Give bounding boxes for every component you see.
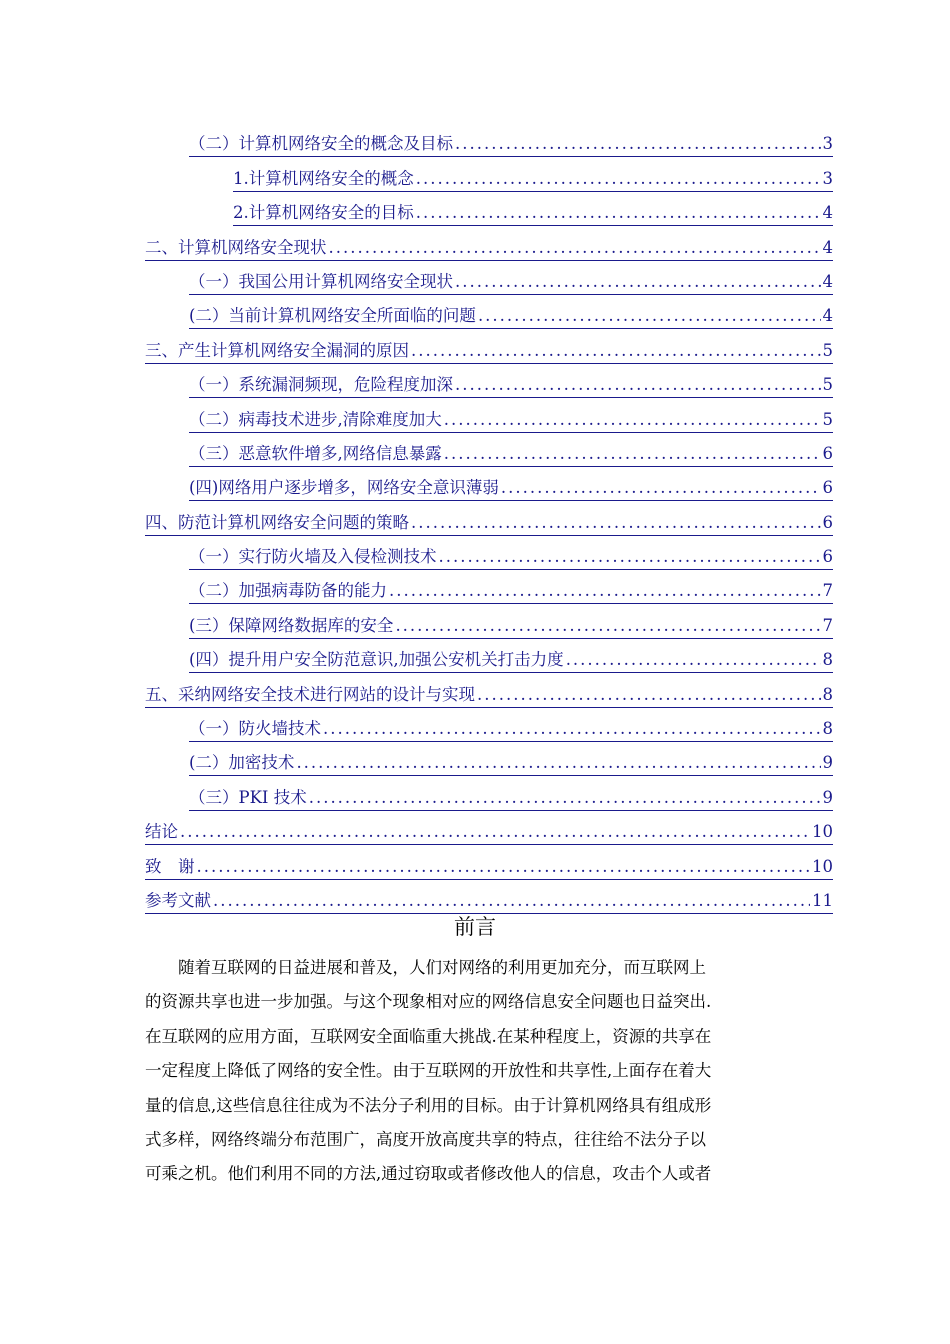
toc-page-number: 3	[822, 168, 833, 188]
toc-page-number: 6	[822, 547, 833, 567]
toc-entry-label: （一）我国公用计算机网络安全现状	[189, 271, 453, 291]
toc-entry-label: 四、防范计算机网络安全问题的策略	[145, 512, 409, 532]
toc-entry-label: 三、产生计算机网络安全漏洞的原因	[145, 340, 409, 360]
section-heading: 前言	[454, 915, 496, 939]
toc-page-number: 9	[822, 753, 833, 773]
toc-entry[interactable]	[145, 501, 833, 535]
toc-entry-label: 致 谢	[145, 856, 195, 876]
body-line: 式多样，网络终端分布范围广，高度开放高度共享的特点，往往给不法分子以	[145, 1129, 706, 1149]
toc-entry[interactable]	[189, 467, 833, 501]
toc-page-number: 4	[822, 271, 833, 291]
toc-entry-label: （三）恶意软件增多,网络信息暴露	[189, 443, 442, 463]
toc-entry[interactable]	[189, 295, 833, 329]
toc-dot-leader	[444, 444, 821, 464]
toc-entry[interactable]	[189, 398, 833, 432]
toc-page-number: 6	[822, 512, 833, 532]
toc-page-number: 4	[822, 237, 833, 257]
toc-dot-leader	[455, 134, 821, 154]
body-line: 量的信息,这些信息往往成为不法分子利用的目标。由于计算机网络具有组成形	[145, 1095, 712, 1115]
toc-dot-leader	[566, 650, 821, 670]
toc-entry-label: 参考文献	[145, 890, 211, 910]
toc-entry-label: 结论	[145, 822, 178, 842]
toc-dot-leader	[411, 513, 821, 533]
toc-entry[interactable]	[189, 570, 833, 604]
toc-dot-leader	[455, 272, 821, 292]
toc-page-number: 10	[812, 856, 833, 876]
toc-page-number: 3	[822, 134, 833, 154]
body-paragraph	[145, 951, 833, 1192]
toc-dot-leader	[501, 478, 821, 498]
toc-page-number: 5	[822, 409, 833, 429]
toc-page-number: 4	[822, 203, 833, 223]
toc-entry[interactable]	[189, 639, 833, 673]
body-line: 随着互联网的日益进展和普及，人们对网络的利用更加充分，而互联网上	[178, 958, 706, 977]
toc-entry[interactable]	[145, 226, 833, 260]
toc-page-number: 10	[812, 822, 833, 842]
toc-page-number: 7	[822, 615, 833, 635]
toc-dot-leader	[395, 616, 820, 636]
toc-entry-label: 2.计算机网络安全的目标	[233, 203, 414, 223]
toc-page-number: 8	[822, 719, 833, 739]
toc-page-number: 5	[822, 340, 833, 360]
toc-entry[interactable]	[189, 261, 833, 295]
toc-page-number: 11	[812, 890, 833, 910]
toc-dot-leader	[197, 857, 811, 877]
toc-dot-leader	[180, 822, 810, 842]
toc-entry-label: (四)网络用户逐步增多，网络安全意识薄弱	[189, 478, 499, 498]
toc-entry[interactable]	[233, 192, 833, 226]
toc-entry-label: 二、计算机网络安全现状	[145, 237, 327, 257]
toc-page-number: 7	[822, 581, 833, 601]
toc-entry-label: （二）病毒技术进步,清除难度加大	[189, 409, 442, 429]
toc-dot-leader	[416, 203, 821, 223]
body-line: 一定程度上降低了网络的安全性。由于互联网的开放性和共享性,上面存在着大	[145, 1061, 712, 1081]
toc-dot-leader	[455, 375, 821, 395]
toc-entry[interactable]	[189, 433, 833, 467]
toc-page-number: 8	[822, 650, 833, 670]
toc-entry-label: （三）PKI 技术	[189, 787, 307, 807]
toc-dot-leader	[296, 753, 820, 773]
toc-dot-leader	[329, 238, 821, 258]
toc-dot-leader	[309, 788, 821, 808]
toc-entry-label: （二）计算机网络安全的概念及目标	[189, 134, 453, 154]
toc-entry[interactable]	[233, 157, 833, 191]
toc-page-number: 6	[822, 478, 833, 498]
toc-entry-label: （二）加强病毒防备的能力	[189, 581, 387, 601]
toc-page-number: 5	[822, 375, 833, 395]
toc-entry-label: 五、采纳网络安全技术进行网站的设计与实现	[145, 684, 475, 704]
toc-dot-leader	[478, 306, 821, 326]
toc-dot-leader	[439, 547, 821, 567]
body-line: 的资源共享也进一步加强。与这个现象相对应的网络信息安全问题也日益突出.	[145, 992, 712, 1012]
toc-entry-label: （一）防火墙技术	[189, 719, 321, 739]
toc-dot-leader	[213, 891, 810, 911]
toc-dot-leader	[416, 169, 821, 189]
toc-dot-leader	[389, 581, 821, 601]
toc-dot-leader	[444, 410, 821, 430]
toc-entry[interactable]	[145, 880, 833, 914]
body-line: 可乘之机。他们利用不同的方法,通过窃取或者修改他人的信息，攻击个人或者	[145, 1164, 712, 1184]
toc-entry[interactable]	[145, 329, 833, 363]
toc-entry[interactable]	[189, 776, 833, 810]
toc-page-number: 8	[822, 684, 833, 704]
toc-page-number: 4	[822, 306, 833, 326]
toc-entry-label: (三）保障网络数据库的安全	[189, 615, 394, 635]
toc-dot-leader	[477, 685, 821, 705]
toc-entry[interactable]	[145, 845, 833, 879]
toc-dot-leader	[323, 719, 821, 739]
toc-entry[interactable]	[189, 123, 833, 157]
toc-entry[interactable]	[189, 742, 833, 776]
toc-entry-label: （一）系统漏洞频现，危险程度加深	[189, 375, 453, 395]
toc-page-number: 6	[822, 443, 833, 463]
toc-entry-label: (二）加密技术	[189, 753, 295, 773]
table-of-contents	[145, 123, 833, 914]
toc-page-number: 9	[822, 787, 833, 807]
toc-entry[interactable]	[189, 364, 833, 398]
toc-entry-label: 1.计算机网络安全的概念	[233, 168, 414, 188]
toc-entry-label: （一）实行防火墙及入侵检测技术	[189, 547, 437, 567]
toc-entry[interactable]	[189, 604, 833, 638]
body-line: 在互联网的应用方面，互联网安全面临重大挑战.在某种程度上，资源的共享在	[145, 1026, 712, 1046]
toc-entry[interactable]	[145, 673, 833, 707]
toc-dot-leader	[411, 341, 821, 361]
toc-entry[interactable]	[189, 708, 833, 742]
toc-entry-label: (四）提升用户安全防范意识,加强公安机关打击力度	[189, 650, 564, 670]
toc-entry[interactable]	[189, 536, 833, 570]
toc-entry[interactable]	[145, 811, 833, 845]
toc-entry-label: (二）当前计算机网络安全所面临的问题	[189, 306, 476, 326]
